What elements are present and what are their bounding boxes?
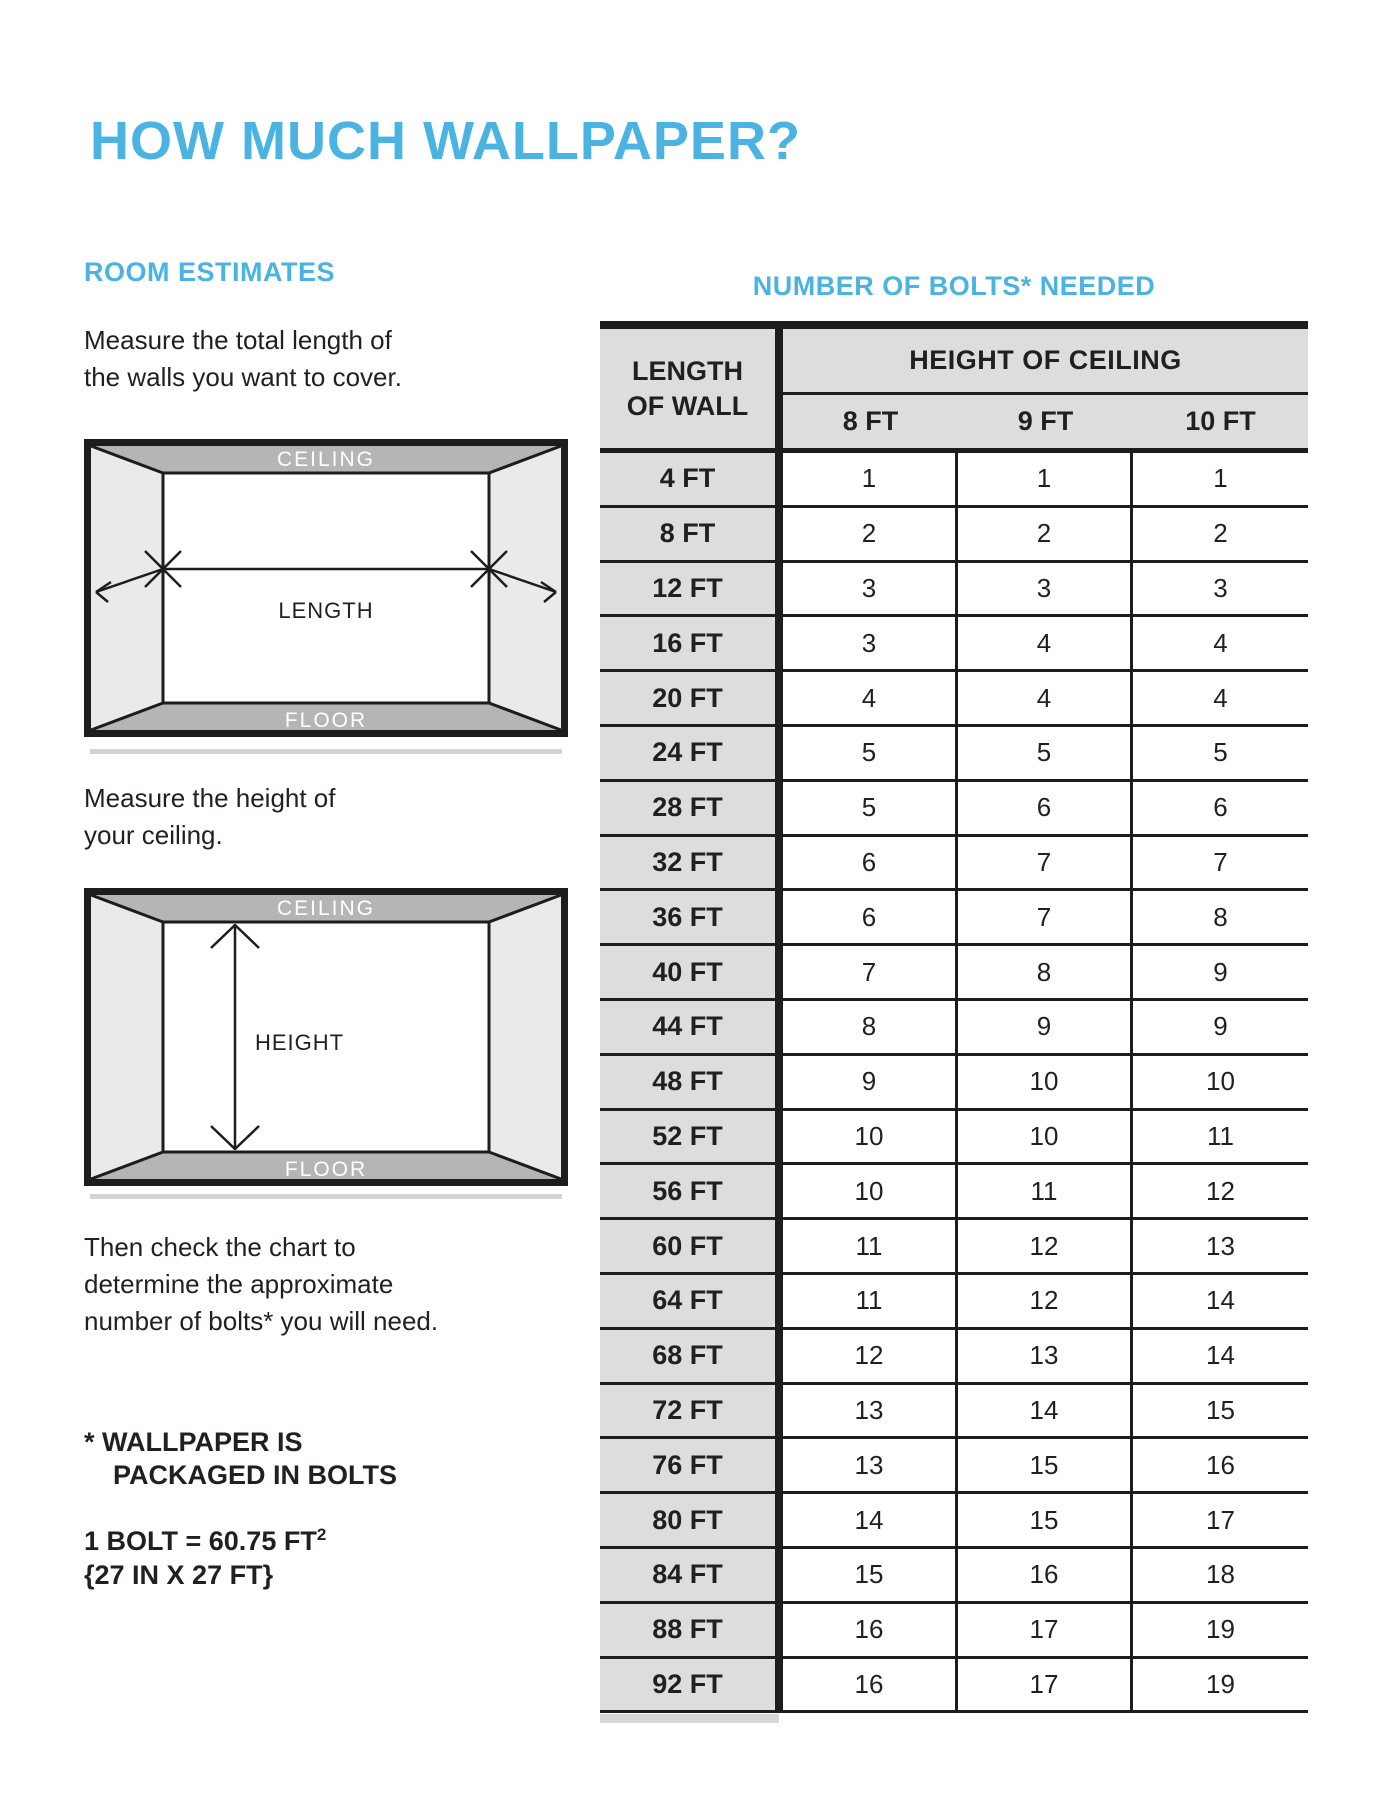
table-value-cell: 3 <box>958 563 1133 618</box>
table-value-cell: 5 <box>783 782 958 837</box>
table-row-label: 40 FT <box>600 946 775 1001</box>
step2-line1: Measure the height of <box>84 783 336 813</box>
ceiling-label: CEILING <box>276 448 376 471</box>
column-header-9ft: 9 FT <box>958 395 1133 448</box>
table-row-label: 36 FT <box>600 891 775 946</box>
table-value-cell: 12 <box>1133 1165 1308 1220</box>
table-row-label: 4 FT <box>600 453 775 508</box>
bolts-table-heading: NUMBER OF BOLTS* NEEDED <box>752 271 1156 301</box>
table-value-cell: 19 <box>1133 1604 1308 1659</box>
table-value-cell: 1 <box>1133 453 1308 508</box>
table-value-cell: 13 <box>783 1385 958 1440</box>
ceiling-label: CEILING <box>276 897 376 920</box>
table-value-cell: 16 <box>783 1604 958 1659</box>
table-value-cell: 13 <box>958 1330 1133 1385</box>
step3-instruction <box>84 1229 438 1340</box>
table-value-cell: 10 <box>958 1056 1133 1111</box>
table-value-cell: 14 <box>1133 1330 1308 1385</box>
left-wall <box>91 895 163 1179</box>
table-value-cell: 3 <box>783 617 958 672</box>
table-value-cell: 19 <box>1133 1659 1308 1714</box>
table-value-cell: 6 <box>783 891 958 946</box>
table-row-label: 16 FT <box>600 617 775 672</box>
table-row-label: 44 FT <box>600 1001 775 1056</box>
table-value-cell: 4 <box>1133 617 1308 672</box>
table-value-cell: 12 <box>958 1220 1133 1275</box>
table-value-cell: 8 <box>783 1001 958 1056</box>
table-value-cell: 15 <box>783 1549 958 1604</box>
table-value-cell: 2 <box>1133 508 1308 563</box>
right-wall <box>489 895 561 1179</box>
table-value-cell: 16 <box>783 1659 958 1714</box>
table-value-cell: 10 <box>958 1111 1133 1166</box>
step1-line2: the walls you want to cover. <box>84 362 402 392</box>
bolts-footnote <box>84 1426 397 1492</box>
length-of-wall-header: LENGTH OF WALL <box>600 329 775 448</box>
table-value-cell: 5 <box>783 727 958 782</box>
table-row-label: 76 FT <box>600 1439 775 1494</box>
bolt-size-info <box>84 1524 326 1592</box>
column-header-10ft: 10 FT <box>1133 395 1308 448</box>
diagram2-shadow <box>90 1194 562 1199</box>
table-value-cell: 8 <box>958 946 1133 1001</box>
table-value-cell: 7 <box>783 946 958 1001</box>
floor-label: FLOOR <box>284 1158 368 1181</box>
table-value-cell: 9 <box>1133 946 1308 1001</box>
table-value-cell: 15 <box>958 1494 1133 1549</box>
table-value-cell: 2 <box>783 508 958 563</box>
table-value-cell: 10 <box>783 1111 958 1166</box>
squared-superscript: 2 <box>316 1525 327 1544</box>
table-value-cell: 3 <box>1133 563 1308 618</box>
bolt-equation: 1 BOLT = 60.75 $FT^2$ <box>84 1525 327 1556</box>
step2-instruction <box>84 780 336 854</box>
table-value-cell: 9 <box>958 1001 1133 1056</box>
table-value-cell: 17 <box>958 1604 1133 1659</box>
table-value-cell: 11 <box>958 1165 1133 1220</box>
table-value-cell: 10 <box>1133 1056 1308 1111</box>
table-row-label: 88 FT <box>600 1604 775 1659</box>
table-value-cell: 4 <box>1133 672 1308 727</box>
table-value-cell: 2 <box>958 508 1133 563</box>
back-wall <box>163 473 489 703</box>
column-header-8ft: 8 FT <box>783 395 958 448</box>
table-value-cell: 6 <box>958 782 1133 837</box>
table-value-cell: 16 <box>958 1549 1133 1604</box>
table-value-cell: 8 <box>1133 891 1308 946</box>
table-value-cell: 17 <box>958 1659 1133 1714</box>
bolt-dimensions: {27 IN X 27 FT} <box>84 1560 274 1590</box>
footnote-line2: PACKAGED IN BOLTS <box>113 1460 398 1490</box>
step2-line2: your ceiling. <box>84 820 223 850</box>
table-value-cell: 4 <box>783 672 958 727</box>
length-label: LENGTH <box>278 598 374 623</box>
step3-line1: Then check the chart to <box>84 1232 356 1262</box>
table-value-cell: 3 <box>783 563 958 618</box>
step3-line3: number of bolts* you will need. <box>84 1306 439 1336</box>
table-value-cell: 7 <box>958 837 1133 892</box>
floor-label: FLOOR <box>284 709 368 732</box>
table-value-cell: 11 <box>783 1220 958 1275</box>
table-value-cell: 14 <box>1133 1275 1308 1330</box>
table-value-cell: 9 <box>783 1056 958 1111</box>
table-value-cell: 13 <box>1133 1220 1308 1275</box>
table-value-cell: 5 <box>1133 727 1308 782</box>
step3-line2: determine the approximate <box>84 1269 394 1299</box>
table-row-label: 72 FT <box>600 1385 775 1440</box>
table-row-label: 92 FT <box>600 1659 775 1714</box>
table-value-cell: 15 <box>1133 1385 1308 1440</box>
table-value-cell: 1 <box>958 453 1133 508</box>
table-top-border <box>600 321 1308 329</box>
page-title: HOW MUCH WALLPAPER? <box>90 111 801 172</box>
table-value-cell: 4 <box>958 672 1133 727</box>
step1-line1: Measure the total length of <box>84 325 392 355</box>
table-row-label: 84 FT <box>600 1549 775 1604</box>
table-value-cell: 10 <box>783 1165 958 1220</box>
ceiling-height-diagram <box>84 888 568 1186</box>
table-row-label: 48 FT <box>600 1056 775 1111</box>
table-value-cell: 16 <box>1133 1439 1308 1494</box>
table-value-cell: 12 <box>783 1330 958 1385</box>
table-value-cell: 11 <box>783 1275 958 1330</box>
footnote-line1: * WALLPAPER IS <box>84 1427 303 1457</box>
table-row-label: 80 FT <box>600 1494 775 1549</box>
table-vertical-divider <box>775 321 783 1713</box>
table-row-label: 60 FT <box>600 1220 775 1275</box>
table-row-label: 12 FT <box>600 563 775 618</box>
height-of-ceiling-header: HEIGHT OF CEILING <box>783 329 1308 392</box>
table-row-label: 20 FT <box>600 672 775 727</box>
room-estimates-heading: ROOM ESTIMATES <box>84 257 336 287</box>
table-value-cell: 9 <box>1133 1001 1308 1056</box>
table-value-cell: 18 <box>1133 1549 1308 1604</box>
table-row-label: 52 FT <box>600 1111 775 1166</box>
table-value-cell: 17 <box>1133 1494 1308 1549</box>
height-label: HEIGHT <box>255 1030 345 1055</box>
table-value-cell: 14 <box>783 1494 958 1549</box>
table-row-label: 68 FT <box>600 1330 775 1385</box>
table-value-cell: 13 <box>783 1439 958 1494</box>
table-value-cell: 7 <box>1133 837 1308 892</box>
table-value-cell: 14 <box>958 1385 1133 1440</box>
table-value-cell: 6 <box>1133 782 1308 837</box>
table-row-label: 32 FT <box>600 837 775 892</box>
table-value-cell: 6 <box>783 837 958 892</box>
table-value-cell: 4 <box>958 617 1133 672</box>
table-value-cell: 11 <box>1133 1111 1308 1166</box>
table-value-cell: 1 <box>783 453 958 508</box>
room-length-diagram <box>84 439 568 737</box>
table-bottom-shadow <box>600 1714 779 1723</box>
table-row-label: 24 FT <box>600 727 775 782</box>
table-value-cell: 12 <box>958 1275 1133 1330</box>
table-row-label: 64 FT <box>600 1275 775 1330</box>
table-row-label: 56 FT <box>600 1165 775 1220</box>
table-row-label: 28 FT <box>600 782 775 837</box>
bolts-needed-table <box>600 321 1308 1713</box>
table-value-cell: 7 <box>958 891 1133 946</box>
table-row-label: 8 FT <box>600 508 775 563</box>
step1-instruction <box>84 322 402 396</box>
table-value-cell: 5 <box>958 727 1133 782</box>
diagram1-shadow <box>90 749 562 754</box>
table-value-cell: 15 <box>958 1439 1133 1494</box>
